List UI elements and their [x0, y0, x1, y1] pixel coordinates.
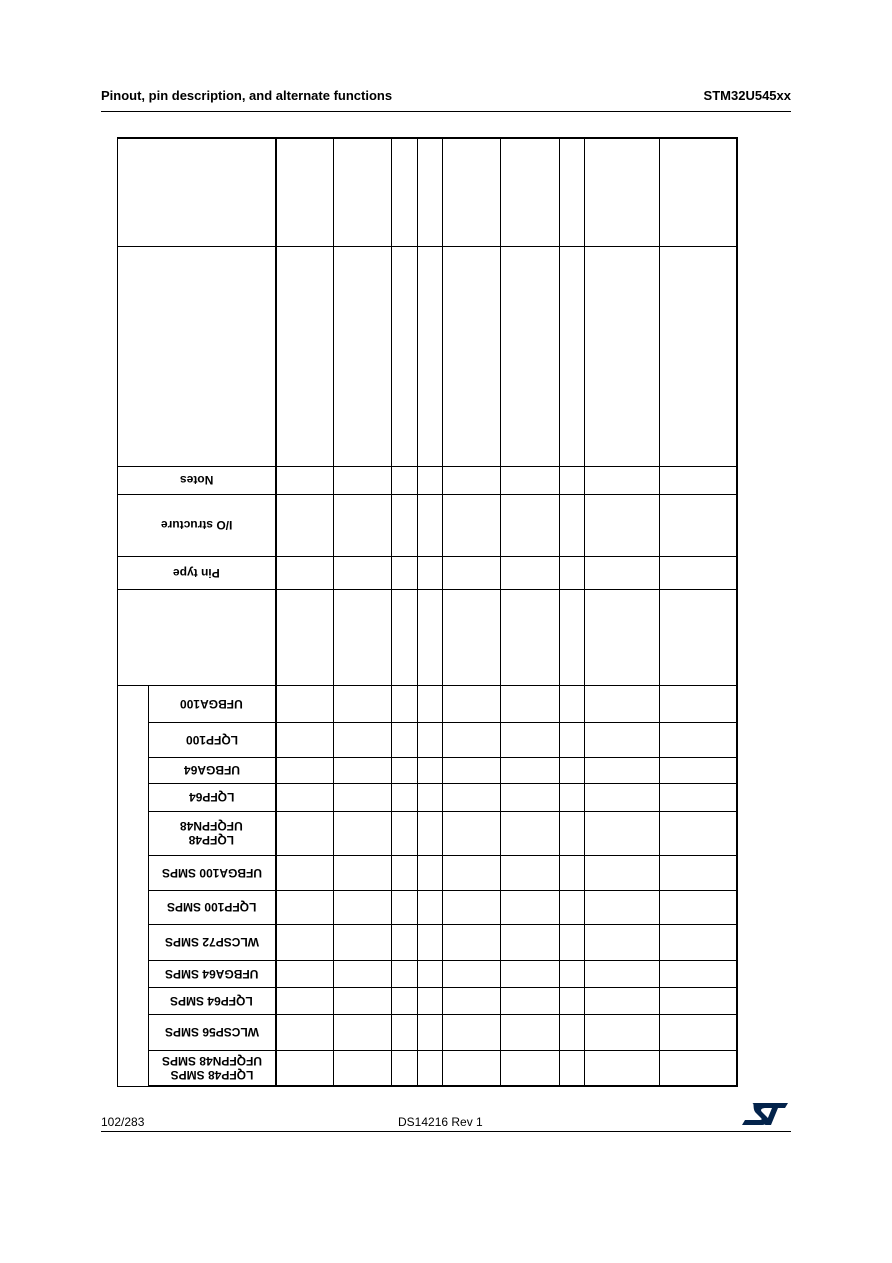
- table-cell: [660, 987, 737, 1014]
- table-cell: [392, 811, 418, 855]
- table-cell: [443, 589, 501, 685]
- table-cell: [334, 494, 392, 556]
- table-cell: [443, 960, 501, 987]
- table-row: [118, 960, 737, 987]
- table-cell: [276, 890, 334, 924]
- table-cell: [660, 589, 737, 685]
- table-cell: [276, 811, 334, 855]
- table-row: [118, 589, 737, 685]
- table-cell: [443, 494, 501, 556]
- row-label-cell: [149, 960, 276, 987]
- table-cell: [585, 1014, 660, 1050]
- table-cell: [560, 924, 585, 960]
- table-cell: [443, 1014, 501, 1050]
- table-cell: [392, 556, 418, 589]
- table-cell: [392, 924, 418, 960]
- row-label-cell: [118, 494, 276, 556]
- footer-rule: [101, 1131, 791, 1132]
- table-cell: [560, 1050, 585, 1086]
- table-cell: [585, 589, 660, 685]
- table-cell: [334, 987, 392, 1014]
- table-cell: [418, 246, 443, 466]
- row-label: UFBGA100: [180, 696, 244, 711]
- table-cell: [276, 1014, 334, 1050]
- page-number: 102/283: [101, 1115, 145, 1129]
- table-cell: [660, 960, 737, 987]
- table-cell: [276, 960, 334, 987]
- table-cell: [585, 685, 660, 722]
- table-cell: [276, 466, 334, 494]
- table-row: [118, 722, 737, 757]
- table-cell: [392, 757, 418, 783]
- package-group-cell: [118, 685, 149, 1086]
- table-cell: [585, 1050, 660, 1086]
- table-cell: [443, 890, 501, 924]
- table-cell: [334, 466, 392, 494]
- table-cell: [501, 757, 560, 783]
- table-cell: [585, 987, 660, 1014]
- table-cell: [585, 811, 660, 855]
- table-cell: [334, 685, 392, 722]
- table-cell: [418, 757, 443, 783]
- table-row: [118, 494, 737, 556]
- table-row: [118, 246, 737, 466]
- table-cell: [560, 685, 585, 722]
- table-cell: [443, 466, 501, 494]
- table-cell: [276, 494, 334, 556]
- table-cell: [418, 855, 443, 890]
- table-cell: [443, 556, 501, 589]
- table-cell: [334, 722, 392, 757]
- row-label: I/O structure: [160, 518, 232, 532]
- row-label: LQFP48 SMPS UFQFPN48 SMPS: [161, 1053, 262, 1082]
- row-label-cell: [118, 556, 276, 589]
- table-cell: [334, 960, 392, 987]
- table-cell: [443, 685, 501, 722]
- table-cell: [443, 924, 501, 960]
- table-cell: [418, 811, 443, 855]
- table-cell: [276, 783, 334, 811]
- header-rule: [101, 111, 791, 112]
- table-cell: [585, 138, 660, 246]
- table-cell: [560, 811, 585, 855]
- table-cell: [660, 783, 737, 811]
- table-cell: [392, 246, 418, 466]
- table-cell: [585, 757, 660, 783]
- pin-description-table: [117, 137, 738, 1087]
- table-cell: [501, 556, 560, 589]
- row-label: LQFP100 SMPS: [167, 900, 257, 914]
- table-cell: [501, 855, 560, 890]
- table-cell: [660, 924, 737, 960]
- table-cell: [334, 1050, 392, 1086]
- table-cell: [560, 783, 585, 811]
- table-cell: [560, 855, 585, 890]
- row-label-cell: [149, 1014, 276, 1050]
- table-cell: [560, 466, 585, 494]
- table-cell: [418, 466, 443, 494]
- table-cell: [560, 246, 585, 466]
- row-label: WLCSP72 SMPS: [164, 935, 259, 949]
- table-cell: [560, 987, 585, 1014]
- table-cell: [585, 494, 660, 556]
- table-row: [118, 811, 737, 855]
- table-cell: [392, 685, 418, 722]
- row-label-cell: [118, 466, 276, 494]
- table-cell: [443, 855, 501, 890]
- row-label-cell: [149, 890, 276, 924]
- table-cell: [418, 924, 443, 960]
- table-cell: [334, 556, 392, 589]
- table-cell: [501, 138, 560, 246]
- table-cell: [334, 924, 392, 960]
- table-cell: [660, 685, 737, 722]
- table-cell: [443, 757, 501, 783]
- document-revision: DS14216 Rev 1: [398, 1115, 483, 1129]
- table-cell: [660, 138, 737, 246]
- table-cell: [443, 1050, 501, 1086]
- table-cell: [392, 1050, 418, 1086]
- table-cell: [418, 494, 443, 556]
- table-row: [118, 783, 737, 811]
- row-label: WLCSP56 SMPS: [164, 1025, 259, 1039]
- table-cell: [334, 890, 392, 924]
- row-label: Pin type: [172, 565, 220, 580]
- table-cell: [392, 987, 418, 1014]
- table-cell: [585, 855, 660, 890]
- table-cell: [276, 855, 334, 890]
- table-cell: [392, 783, 418, 811]
- table-cell: [276, 685, 334, 722]
- row-label: LQFP64 SMPS: [170, 993, 254, 1008]
- row-label: UFBGA64 SMPS: [165, 966, 259, 981]
- table-cell: [560, 138, 585, 246]
- row-label: Notes: [179, 473, 213, 487]
- row-label: LQFP100: [185, 732, 238, 747]
- st-logo-icon: [742, 1103, 788, 1127]
- table-cell: [392, 494, 418, 556]
- table-row: [118, 556, 737, 589]
- table-cell: [560, 1014, 585, 1050]
- row-label-cell: [118, 138, 276, 246]
- table-cell: [501, 811, 560, 855]
- table-cell: [660, 722, 737, 757]
- table-cell: [501, 1050, 560, 1086]
- table-cell: [560, 589, 585, 685]
- table-cell: [392, 589, 418, 685]
- row-label-cell: [149, 1050, 276, 1086]
- row-label-cell: [149, 783, 276, 811]
- table-cell: [334, 246, 392, 466]
- table-cell: [501, 960, 560, 987]
- table-cell: [585, 783, 660, 811]
- document-id: STM32U545xx: [703, 88, 791, 103]
- table-cell: [560, 494, 585, 556]
- table-cell: [392, 466, 418, 494]
- table-row: [118, 685, 737, 722]
- table-cell: [660, 246, 737, 466]
- table-cell: [501, 685, 560, 722]
- row-label-cell: [149, 685, 276, 722]
- table-cell: [443, 987, 501, 1014]
- table-cell: [660, 494, 737, 556]
- table-cell: [585, 890, 660, 924]
- table-cell: [501, 987, 560, 1014]
- table-cell: [560, 890, 585, 924]
- table-row: [118, 890, 737, 924]
- table-cell: [392, 855, 418, 890]
- table-cell: [660, 1014, 737, 1050]
- table-cell: [276, 589, 334, 685]
- table-cell: [560, 757, 585, 783]
- table-cell: [560, 960, 585, 987]
- table-cell: [334, 783, 392, 811]
- row-label-cell: [149, 722, 276, 757]
- table-cell: [334, 855, 392, 890]
- table-cell: [660, 855, 737, 890]
- table-cell: [276, 138, 334, 246]
- table-cell: [418, 589, 443, 685]
- table-cell: [560, 556, 585, 589]
- table-cell: [392, 722, 418, 757]
- table-cell: [501, 1014, 560, 1050]
- table-cell: [276, 556, 334, 589]
- table-cell: [418, 1014, 443, 1050]
- table-cell: [585, 466, 660, 494]
- table-cell: [660, 890, 737, 924]
- table-cell: [501, 722, 560, 757]
- table-cell: [418, 890, 443, 924]
- row-label: UFBGA64: [183, 763, 240, 777]
- table-cell: [276, 757, 334, 783]
- table-cell: [585, 960, 660, 987]
- row-label: LQFP64: [189, 790, 235, 804]
- table-cell: [501, 890, 560, 924]
- table-cell: [501, 494, 560, 556]
- table-cell: [660, 466, 737, 494]
- row-label-cell: [118, 246, 276, 466]
- table-cell: [501, 783, 560, 811]
- table-row: [118, 757, 737, 783]
- table-cell: [276, 246, 334, 466]
- row-label: UFBGA100 SMPS: [161, 865, 262, 880]
- table-cell: [418, 556, 443, 589]
- row-label: LQFP48 UFQFPN48: [180, 819, 244, 847]
- table-cell: [443, 138, 501, 246]
- table-cell: [276, 924, 334, 960]
- table-cell: [392, 890, 418, 924]
- table-row: [118, 138, 737, 246]
- table-cell: [501, 589, 560, 685]
- table-cell: [443, 811, 501, 855]
- table-cell: [276, 987, 334, 1014]
- table-cell: [392, 960, 418, 987]
- table-cell: [276, 722, 334, 757]
- table-cell: [560, 722, 585, 757]
- table-cell: [418, 1050, 443, 1086]
- table-cell: [660, 811, 737, 855]
- table-cell: [585, 722, 660, 757]
- table-cell: [660, 556, 737, 589]
- table-cell: [392, 1014, 418, 1050]
- table-cell: [334, 811, 392, 855]
- row-label-cell: [149, 757, 276, 783]
- table-cell: [660, 1050, 737, 1086]
- table-row: [118, 1050, 737, 1086]
- table-cell: [585, 556, 660, 589]
- table-row: [118, 987, 737, 1014]
- table-cell: [334, 757, 392, 783]
- table-cell: [585, 924, 660, 960]
- table-cell: [501, 466, 560, 494]
- row-label-cell: [149, 924, 276, 960]
- table-cell: [443, 783, 501, 811]
- row-label-cell: [118, 589, 276, 685]
- table-cell: [660, 757, 737, 783]
- row-label-cell: [149, 855, 276, 890]
- table-row: [118, 924, 737, 960]
- table-row: [118, 466, 737, 494]
- table-cell: [418, 960, 443, 987]
- table-cell: [418, 987, 443, 1014]
- table-cell: [443, 722, 501, 757]
- table-cell: [276, 1050, 334, 1086]
- table-cell: [501, 924, 560, 960]
- table-cell: [443, 246, 501, 466]
- table-row: [118, 855, 737, 890]
- table-cell: [418, 138, 443, 246]
- table-cell: [501, 246, 560, 466]
- table-cell: [334, 589, 392, 685]
- table-cell: [585, 246, 660, 466]
- row-label-cell: [149, 811, 276, 855]
- table-cell: [392, 138, 418, 246]
- table-cell: [334, 1014, 392, 1050]
- page-section-title: Pinout, pin description, and alternate functions: [101, 88, 393, 103]
- table-row: [118, 1014, 737, 1050]
- table-cell: [334, 138, 392, 246]
- table-cell: [418, 722, 443, 757]
- table-cell: [418, 783, 443, 811]
- row-label-cell: [149, 987, 276, 1014]
- table-cell: [418, 685, 443, 722]
